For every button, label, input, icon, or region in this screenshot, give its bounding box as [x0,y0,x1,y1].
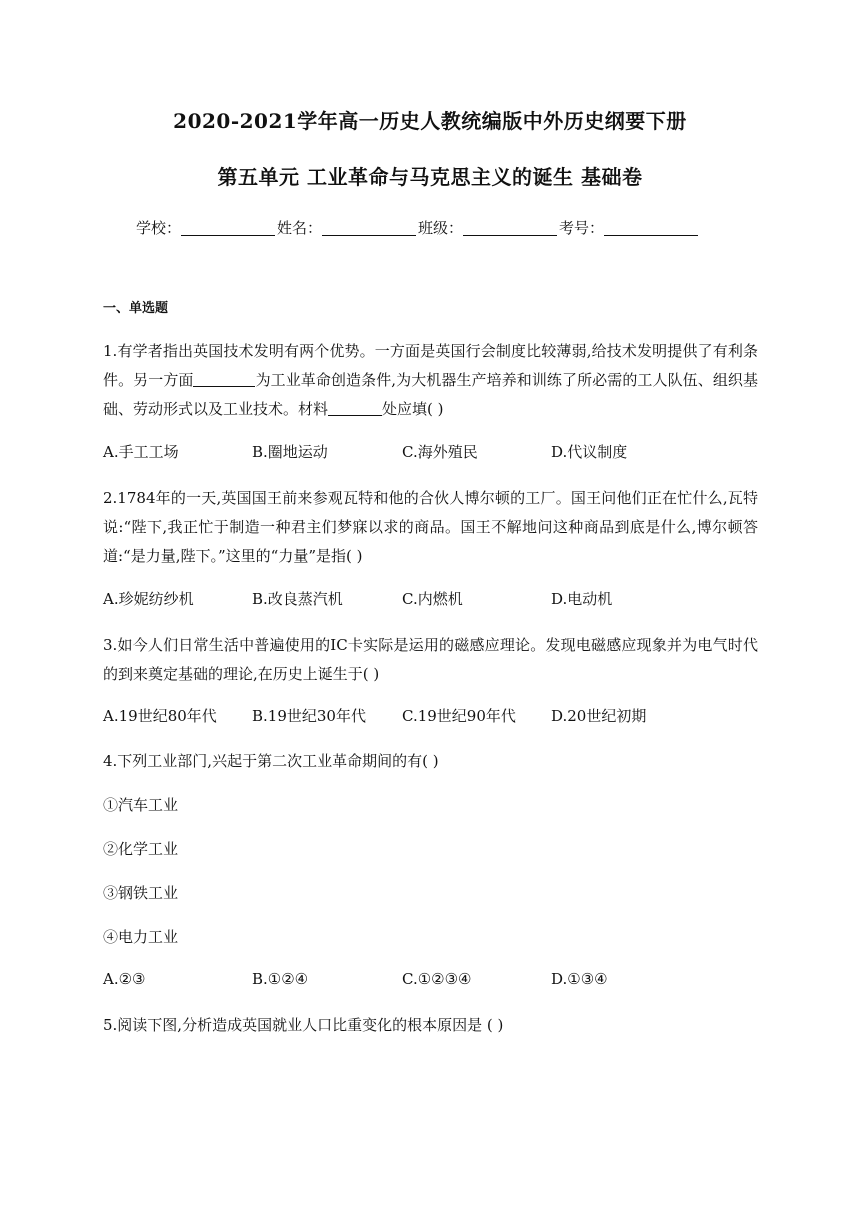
name-label: 姓名： [277,219,323,237]
question-2-options [103,588,763,610]
statement-item: ③钢铁工业 [103,884,179,902]
option-b[interactable]: B.①②④ [252,970,309,988]
option-a[interactable]: A.19世纪80年代 [103,707,217,725]
option-d[interactable]: D.代议制度 [551,443,628,461]
school-blank[interactable] [181,219,275,236]
unit-title: 第五单元 工业革命与马克思主义的诞生 基础卷 [217,165,643,189]
option-c[interactable]: C.海外殖民 [402,443,478,461]
question-1-stem: 1.有学者指出英国技术发明有两个优势。一方面是英国行会制度比较薄弱,给技术发明提供了有利条件。另一方面 为工业革命创造条件,为大机器生产培养和训练了所必需的工人队伍、组织基础、劳动形式以及工业技术。材料 处应填( ) [103,342,758,418]
statement-item: ④电力工业 [103,928,179,946]
question-1-options [103,441,763,463]
name-blank[interactable] [322,219,416,236]
school-label: 学校： [136,219,182,237]
question-5-stem: 5.阅读下图,分析造成英国就业人口比重变化的根本原因是 ( ) [103,1016,504,1034]
section-heading: 一、单选题 [103,301,169,316]
option-b[interactable]: B.19世纪30年代 [252,707,366,725]
option-a[interactable]: A.手工工场 [103,443,179,461]
question-3-stem: 3.如今人们日常生活中普遍使用的IC卡实际是运用的磁感应理论。发现电磁感应现象并为电气时代的到来奠定基础的理论,在历史上诞生于( ) [103,636,758,683]
exam-no-blank[interactable] [604,219,698,236]
blank-underline [193,371,255,387]
option-b[interactable]: B.圈地运动 [252,443,328,461]
question-3-options [103,705,763,727]
class-blank[interactable] [463,219,557,236]
option-c[interactable]: C.19世纪90年代 [402,707,516,725]
option-a[interactable]: A.②③ [103,970,146,988]
option-d[interactable]: D.①③④ [551,970,608,988]
option-c[interactable]: C.①②③④ [402,970,472,988]
question-4-options [103,970,763,992]
statement-item: ①汽车工业 [103,796,179,814]
option-d[interactable]: D.20世纪初期 [551,707,647,725]
exam-no-label: 考号： [559,219,605,237]
student-info-row [136,217,736,238]
statement-item: ②化学工业 [103,840,179,858]
question-4-stem: 4.下列工业部门,兴起于第二次工业革命期间的有( ) [103,752,439,770]
option-b[interactable]: B.改良蒸汽机 [252,590,343,608]
exam-title: 2020-2021学年高一历史人教统编版中外历史纲要下册 [173,109,687,133]
question-2-stem: 2.1784年的一天,英国国王前来参观瓦特和他的合伙人博尔顿的工厂。国王问他们正在忙什么,瓦特说:“陛下,我正忙于制造一种君主们梦寐以求的商品。国王不解地问这种商品到底是什么,博尔顿答道:“是力量,陛下。”这里的“力量”是指( ) [103,489,758,565]
blank-underline [328,400,382,416]
option-c[interactable]: C.内燃机 [402,590,463,608]
option-a[interactable]: A.珍妮纺纱机 [103,590,194,608]
class-label: 班级： [418,219,464,237]
option-d[interactable]: D.电动机 [551,590,613,608]
